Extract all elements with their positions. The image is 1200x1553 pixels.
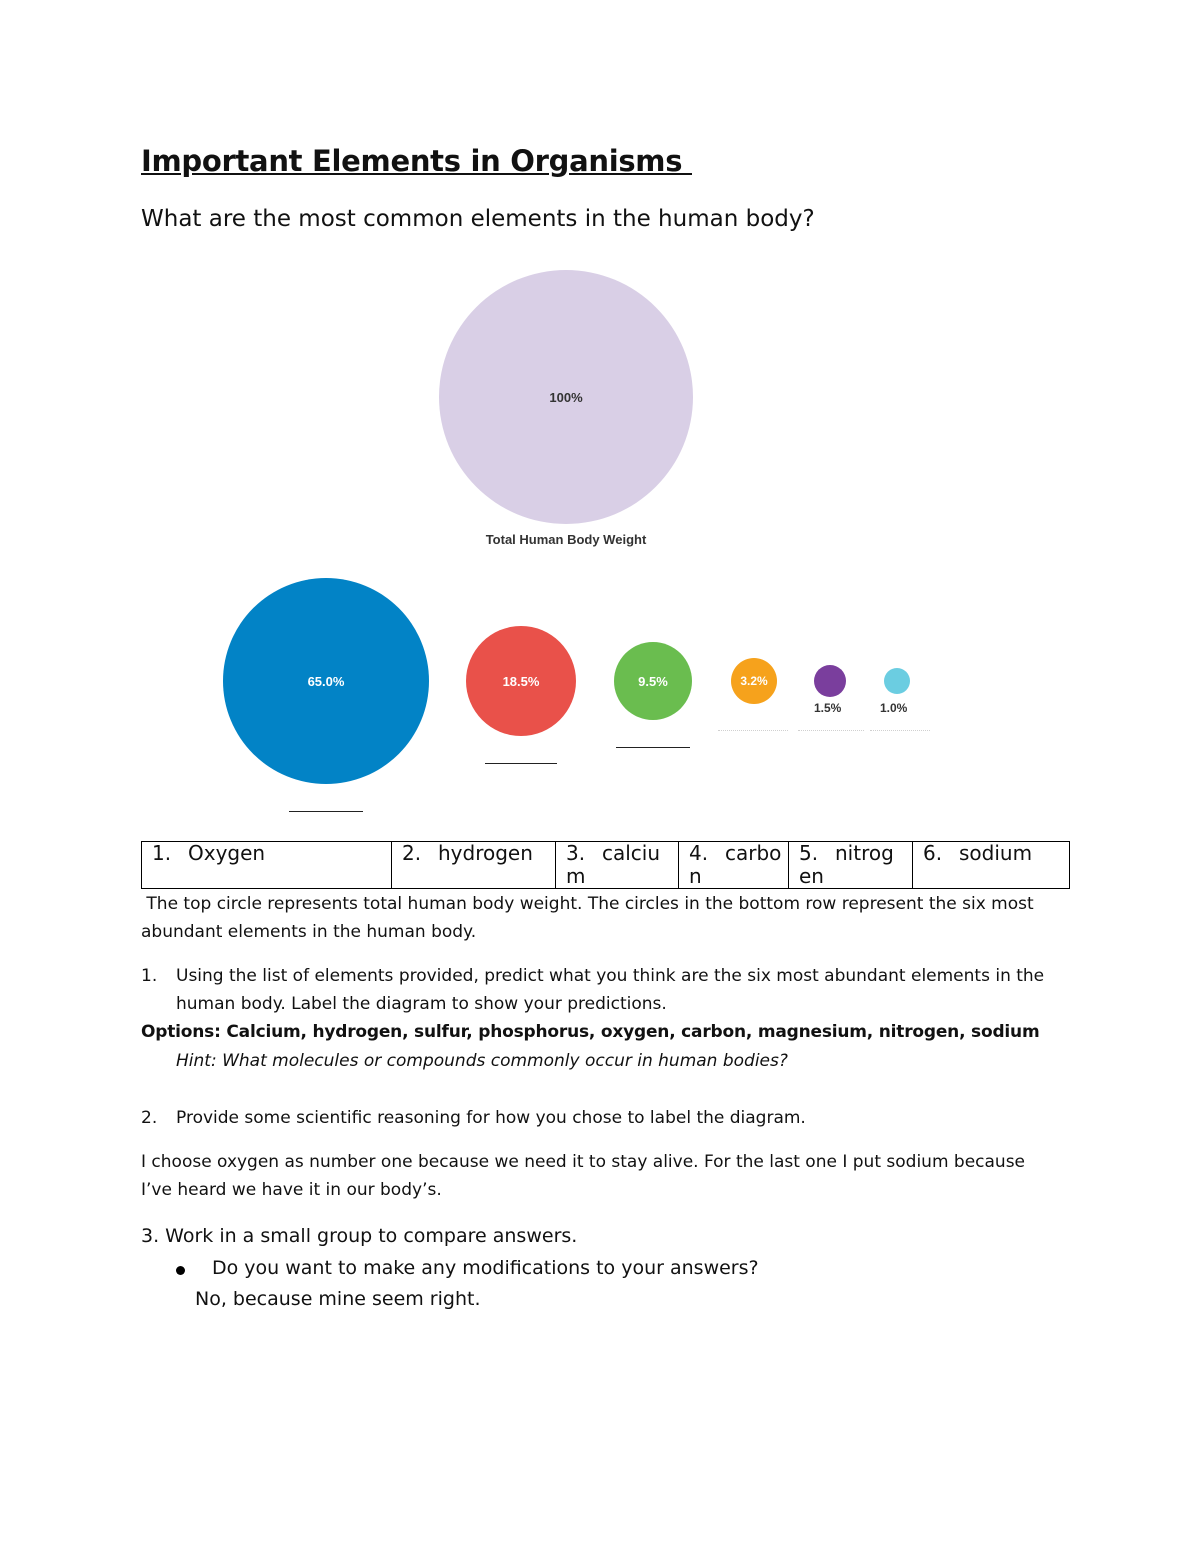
element-value-2: 18.5% <box>502 673 540 689</box>
cell-text: Oxygen <box>188 841 266 865</box>
label-line-1 <box>289 811 363 812</box>
cell-text: carbon <box>689 841 782 888</box>
element-circle-6 <box>884 668 910 694</box>
element-value-3: 9.5% <box>638 673 668 689</box>
instruction-number: 1. <box>141 966 158 986</box>
table-cell-5 <box>789 842 913 889</box>
cell-number: 6. <box>923 841 943 865</box>
main-question: What are the most common elements in the human body? <box>141 206 815 232</box>
cell-number: 4. <box>689 841 709 865</box>
element-circle-2 <box>466 626 576 736</box>
cell-number: 5. <box>799 841 819 865</box>
cell-text: calcium <box>566 841 661 888</box>
element-options: Options: Calcium, hydrogen, sulfur, phosphorus, oxygen, carbon, magnesium, nitrogen, sodium <box>141 1022 1040 1042</box>
instruction-text: Provide some scientific reasoning for how you chose to label the diagram. <box>176 1108 806 1128</box>
answers-table <box>141 841 1070 889</box>
instruction-text: Using the list of elements provided, predict what you think are the six most abundant elements in the human body. Label the diagram to show your predictions. <box>176 966 1045 1014</box>
label-line-3 <box>616 747 690 748</box>
element-value-5: 1.5% <box>814 701 842 715</box>
cell-number: 3. <box>566 841 586 865</box>
bullet-text: Do you want to make any modifications to your answers? <box>212 1257 759 1279</box>
table-cell-1 <box>142 842 392 889</box>
table-cell-6 <box>913 842 1070 889</box>
cell-number: 2. <box>402 841 422 865</box>
label-line-2 <box>485 763 557 764</box>
total-weight-value: 100% <box>549 389 583 405</box>
hint-text: Hint: What molecules or compounds commonly occur in human bodies? <box>176 1051 788 1071</box>
element-circle-1 <box>223 578 429 784</box>
element-value-4: 3.2% <box>740 674 768 688</box>
cell-text: hydrogen <box>438 841 533 865</box>
total-weight-label: Total Human Body Weight <box>485 532 647 547</box>
label-line-5 <box>798 730 864 731</box>
element-circle-3 <box>614 642 692 720</box>
total-weight-circle <box>439 270 693 524</box>
answer-2: I choose oxygen as number one because we need it to stay alive. For the last one I put sodium because I’ve heard we have it in our body’s. <box>141 1152 1026 1200</box>
bullet-dot <box>176 1266 185 1275</box>
table-cell-4 <box>679 842 789 889</box>
document-title: Important Elements in Organisms <box>141 144 692 178</box>
table-cell-2 <box>392 842 556 889</box>
cell-number: 1. <box>152 841 172 865</box>
element-circle-4 <box>731 658 777 704</box>
instruction-number: 2. <box>141 1108 158 1128</box>
instruction-2 <box>141 1104 806 1132</box>
label-line-4 <box>718 730 788 731</box>
instruction-3: 3. Work in a small group to compare answers. <box>141 1225 578 1247</box>
diagram-description: The top circle represents total human body weight. The circles in the bottom row represent the six most abundant elements in the human body. <box>141 894 1040 942</box>
table-cell-3 <box>556 842 679 889</box>
cell-text: nitrogen <box>799 841 894 888</box>
cell-text: sodium <box>959 841 1033 865</box>
element-circle-5 <box>814 665 846 697</box>
table-row <box>142 842 1070 889</box>
element-value-1: 65.0% <box>307 673 345 689</box>
label-line-6 <box>870 730 930 731</box>
answer-3: No, because mine seem right. <box>195 1288 481 1310</box>
element-value-6: 1.0% <box>880 701 908 715</box>
